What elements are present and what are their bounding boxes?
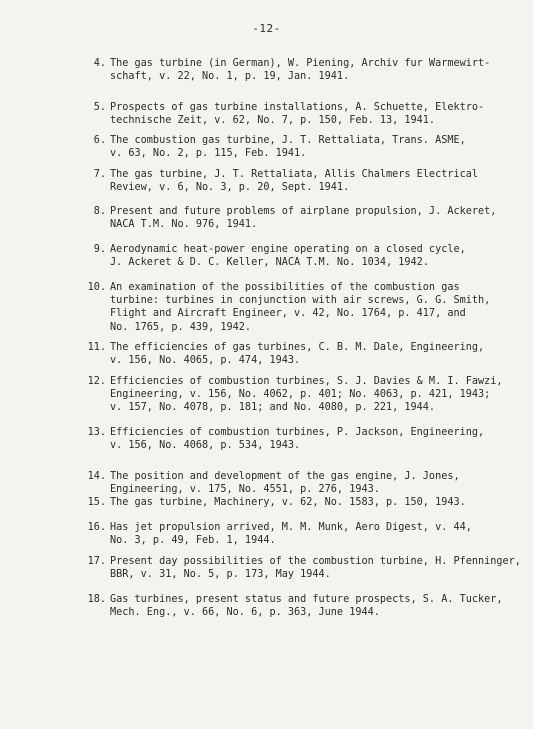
- reference-number: 18.: [87, 594, 106, 605]
- reference-line: The position and development of the gas engine, J. Jones,: [110, 471, 460, 482]
- reference-text: [110, 426, 484, 452]
- reference-number: 15.: [87, 497, 106, 508]
- reference-line: v. 63, No. 2, p. 115, Feb. 1941.: [110, 148, 307, 160]
- reference-text: [110, 134, 466, 160]
- reference-line: Has jet propulsion arrived, M. M. Munk, Aero Digest, v. 44,: [110, 522, 472, 533]
- reference-line: Gas turbines, present status and future prospects, S. A. Tucker,: [110, 594, 503, 605]
- reference-number: 10.: [87, 282, 106, 293]
- reference-text: [110, 205, 496, 231]
- reference-text: [110, 593, 503, 619]
- reference-number: 4.: [93, 58, 106, 69]
- reference-text: [110, 57, 490, 83]
- reference-line: The gas turbine (in German), W. Piening, Archiv fur Warmewirt-: [110, 58, 491, 69]
- reference-line: Efficiencies of combustion turbines, P. Jackson, Engineering,: [110, 427, 485, 438]
- reference-line: v. 156, No. 4068, p. 534, 1943.: [110, 440, 301, 452]
- reference-line: Present day possibilities of the combustion turbine, H. Pfenninger,: [110, 556, 521, 567]
- reference-line: Review, v. 6, No. 3, p. 20, Sept. 1941.: [110, 182, 350, 194]
- reference-line: Aerodynamic heat-power engine operating on a closed cycle,: [110, 244, 466, 255]
- reference-line: turbine: turbines in conjunction with air screws, G. G. Smith,: [110, 295, 491, 307]
- reference-number: 6.: [93, 135, 106, 146]
- reference-text: [110, 243, 466, 269]
- reference-text: [110, 281, 490, 334]
- reference-text: [110, 341, 484, 367]
- reference-number: 9.: [93, 244, 106, 255]
- reference-line: The gas turbine, J. T. Rettaliata, Allis Chalmers Electrical: [110, 169, 479, 180]
- reference-line: BBR, v. 31, No. 5, p. 173, May 1944.: [110, 569, 331, 581]
- reference-number: 17.: [87, 556, 106, 567]
- reference-text: [110, 496, 466, 509]
- reference-number: 14.: [87, 471, 106, 482]
- reference-line: The combustion gas turbine, J. T. Rettaliata, Trans. ASME,: [110, 135, 466, 146]
- reference-line: v. 156, No. 4065, p. 474, 1943.: [110, 355, 301, 367]
- reference-line: Mech. Eng., v. 66, No. 6, p. 363, June 1944.: [110, 607, 380, 619]
- reference-line: Engineering, v. 175, No. 4551, p. 276, 1943.: [110, 484, 380, 496]
- reference-line: schaft, v. 22, No. 1, p. 19, Jan. 1941.: [110, 71, 350, 83]
- reference-text: [110, 101, 484, 127]
- reference-line: Engineering, v. 156, No. 4062, p. 401; No. 4063, p. 421, 1943;: [110, 389, 491, 401]
- reference-line: Flight and Aircraft Engineer, v. 42, No. 1764, p. 417, and: [110, 308, 466, 320]
- reference-line: v. 157, No. 4078, p. 181; and No. 4080, p. 221, 1944.: [110, 402, 436, 414]
- reference-number: 13.: [87, 427, 106, 438]
- reference-line: No. 1765, p. 439, 1942.: [110, 321, 252, 333]
- reference-line: No. 3, p. 49, Feb. 1, 1944.: [110, 535, 276, 547]
- reference-number: 5.: [93, 102, 106, 113]
- reference-text: [110, 470, 460, 496]
- reference-number: 16.: [87, 522, 106, 533]
- reference-line: technische Zeit, v. 62, No. 7, p. 150, Feb. 13, 1941.: [110, 115, 436, 127]
- reference-line: J. Ackeret & D. C. Keller, NACA T.M. No. 1034, 1942.: [110, 257, 429, 269]
- reference-line: Prospects of gas turbine installations, A. Schuette, Elektro-: [110, 102, 485, 113]
- reference-number: 11.: [87, 342, 106, 353]
- reference-text: [110, 555, 521, 581]
- reference-line: The efficiencies of gas turbines, C. B. M. Dale, Engineering,: [110, 342, 485, 353]
- reference-text: [110, 521, 472, 547]
- reference-line: Efficiencies of combustion turbines, S. J. Davies & M. I. Fawzi,: [110, 376, 503, 387]
- reference-number: 7.: [93, 169, 106, 180]
- reference-line: The gas turbine, Machinery, v. 62, No. 1583, p. 150, 1943.: [110, 497, 466, 508]
- reference-number: 8.: [93, 206, 106, 217]
- page-number: -12-: [252, 22, 281, 35]
- reference-line: Present and future problems of airplane propulsion, J. Ackeret,: [110, 206, 497, 217]
- reference-number: 12.: [87, 376, 106, 387]
- reference-text: [110, 375, 503, 415]
- reference-line: NACA T.M. No. 976, 1941.: [110, 219, 258, 231]
- reference-line: An examination of the possibilities of the combustion gas: [110, 282, 460, 293]
- reference-text: [110, 168, 478, 194]
